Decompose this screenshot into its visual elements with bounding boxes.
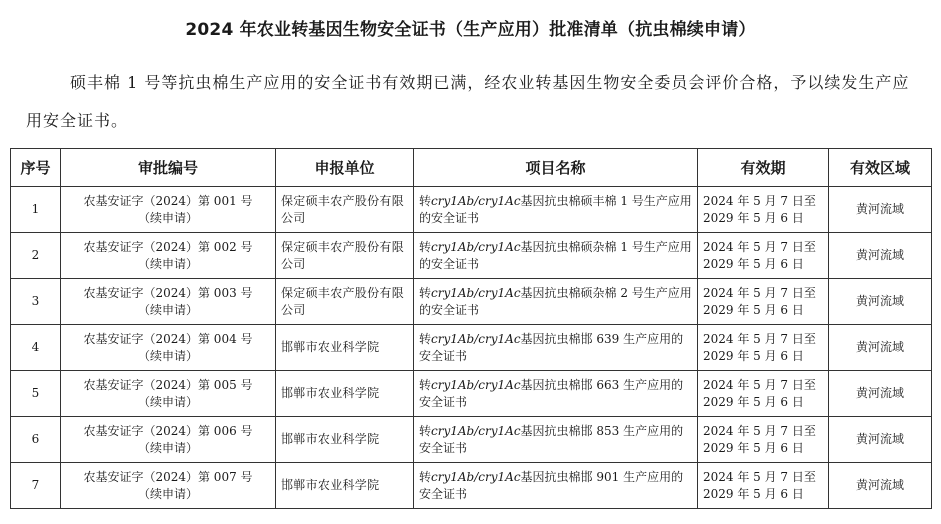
project-name: 基因抗虫棉邯 663 生产应用的安全证书 bbox=[419, 377, 684, 409]
valid-region: 黄河流域 bbox=[829, 417, 932, 463]
row-number: 5 bbox=[11, 371, 61, 417]
approval-code: 农基安证字（2024）第 006 号 bbox=[83, 423, 253, 438]
validity-start: 2024 年 5 月 7 日至 bbox=[703, 469, 816, 484]
validity-end: 2029 年 5 月 6 日 bbox=[703, 256, 804, 271]
project-name: 基因抗虫棉硕杂棉 1 号生产应用的安全证书 bbox=[419, 239, 692, 271]
valid-region: 黄河流域 bbox=[829, 463, 932, 509]
applicant-unit: 邯郸市农业科学院 bbox=[276, 463, 414, 509]
validity-end: 2029 年 5 月 6 日 bbox=[703, 440, 804, 455]
project-name: 基因抗虫棉邯 853 生产应用的安全证书 bbox=[419, 423, 684, 455]
applicant-unit: 邯郸市农业科学院 bbox=[276, 371, 414, 417]
approval-code-note: （续申请） bbox=[137, 394, 198, 409]
approval-code: 农基安证字（2024）第 001 号 bbox=[83, 193, 253, 208]
validity-period-cell bbox=[698, 325, 829, 371]
row-number: 1 bbox=[11, 187, 61, 233]
row-number: 6 bbox=[11, 417, 61, 463]
header-no: 序号 bbox=[11, 149, 61, 187]
table-row bbox=[11, 279, 932, 325]
applicant-unit: 保定硕丰农产股份有限公司 bbox=[276, 187, 414, 233]
project-name-cell: 转cry1Ab/cry1Ac基因抗虫棉硕杂棉 1 号生产应用的安全证书 bbox=[414, 233, 698, 279]
valid-region: 黄河流域 bbox=[829, 233, 932, 279]
validity-end: 2029 年 5 月 6 日 bbox=[703, 302, 804, 317]
project-name: 基因抗虫棉邯 901 生产应用的安全证书 bbox=[419, 469, 684, 501]
project-name-cell: 转cry1Ab/cry1Ac基因抗虫棉邯 639 生产应用的安全证书 bbox=[414, 325, 698, 371]
approval-code-note: （续申请） bbox=[137, 256, 198, 271]
project-name-cell: 转cry1Ab/cry1Ac基因抗虫棉邯 901 生产应用的安全证书 bbox=[414, 463, 698, 509]
table-row bbox=[11, 233, 932, 279]
approval-code-cell bbox=[61, 371, 276, 417]
valid-region: 黄河流域 bbox=[829, 279, 932, 325]
header-period: 有效期 bbox=[698, 149, 829, 187]
document-title: 2024 年农业转基因生物安全证书（生产应用）批准清单（抗虫棉续申请） bbox=[185, 20, 756, 40]
validity-end: 2029 年 5 月 6 日 bbox=[703, 210, 804, 225]
applicant-unit: 邯郸市农业科学院 bbox=[276, 417, 414, 463]
gene-name: cry1Ab/cry1Ac bbox=[431, 285, 521, 300]
validity-period-cell bbox=[698, 371, 829, 417]
header-region: 有效区域 bbox=[829, 149, 932, 187]
intro-paragraph: 硕丰棉 1 号等抗虫棉生产应用的安全证书有效期已满，经农业转基因生物安全委员会评价合格，予以续发生产应用安全证书。 bbox=[26, 73, 910, 130]
project-name: 基因抗虫棉硕杂棉 2 号生产应用的安全证书 bbox=[419, 285, 692, 317]
approval-code: 农基安证字（2024）第 003 号 bbox=[83, 285, 253, 300]
valid-region: 黄河流域 bbox=[829, 371, 932, 417]
project-name: 基因抗虫棉邯 639 生产应用的安全证书 bbox=[419, 331, 684, 363]
validity-start: 2024 年 5 月 7 日至 bbox=[703, 423, 816, 438]
project-name-cell: 转cry1Ab/cry1Ac基因抗虫棉硕杂棉 2 号生产应用的安全证书 bbox=[414, 279, 698, 325]
approval-code: 农基安证字（2024）第 007 号 bbox=[83, 469, 253, 484]
table-row bbox=[11, 325, 932, 371]
approval-code-cell bbox=[61, 325, 276, 371]
validity-start: 2024 年 5 月 7 日至 bbox=[703, 239, 816, 254]
valid-region: 黄河流域 bbox=[829, 325, 932, 371]
validity-period-cell bbox=[698, 187, 829, 233]
validity-end: 2029 年 5 月 6 日 bbox=[703, 486, 804, 501]
approval-code-note: （续申请） bbox=[137, 486, 198, 501]
gene-name: cry1Ab/cry1Ac bbox=[431, 377, 521, 392]
gene-name: cry1Ab/cry1Ac bbox=[431, 193, 521, 208]
approval-code: 农基安证字（2024）第 004 号 bbox=[83, 331, 253, 346]
table-row bbox=[11, 463, 932, 509]
project-name-cell: 转cry1Ab/cry1Ac基因抗虫棉邯 853 生产应用的安全证书 bbox=[414, 417, 698, 463]
validity-start: 2024 年 5 月 7 日至 bbox=[703, 285, 816, 300]
project-name-cell: 转cry1Ab/cry1Ac基因抗虫棉硕丰棉 1 号生产应用的安全证书 bbox=[414, 187, 698, 233]
validity-period-cell bbox=[698, 417, 829, 463]
row-number: 4 bbox=[11, 325, 61, 371]
row-number: 7 bbox=[11, 463, 61, 509]
approval-code-cell bbox=[61, 417, 276, 463]
applicant-unit: 保定硕丰农产股份有限公司 bbox=[276, 279, 414, 325]
applicant-unit: 邯郸市农业科学院 bbox=[276, 325, 414, 371]
gene-name: cry1Ab/cry1Ac bbox=[431, 239, 521, 254]
approval-table bbox=[10, 148, 932, 509]
row-number: 3 bbox=[11, 279, 61, 325]
row-number: 2 bbox=[11, 233, 61, 279]
approval-code-note: （续申请） bbox=[137, 210, 198, 225]
gene-name: cry1Ab/cry1Ac bbox=[431, 469, 521, 484]
approval-code-cell bbox=[61, 463, 276, 509]
validity-period-cell bbox=[698, 279, 829, 325]
table-header-row bbox=[11, 149, 932, 187]
validity-start: 2024 年 5 月 7 日至 bbox=[703, 331, 816, 346]
valid-region: 黄河流域 bbox=[829, 187, 932, 233]
approval-code: 农基安证字（2024）第 002 号 bbox=[83, 239, 253, 254]
validity-start: 2024 年 5 月 7 日至 bbox=[703, 377, 816, 392]
header-code: 审批编号 bbox=[61, 149, 276, 187]
table-row bbox=[11, 187, 932, 233]
approval-code-note: （续申请） bbox=[137, 302, 198, 317]
approval-code-note: （续申请） bbox=[137, 440, 198, 455]
validity-start: 2024 年 5 月 7 日至 bbox=[703, 193, 816, 208]
validity-period-cell bbox=[698, 463, 829, 509]
table-row bbox=[11, 417, 932, 463]
applicant-unit: 保定硕丰农产股份有限公司 bbox=[276, 233, 414, 279]
gene-name: cry1Ab/cry1Ac bbox=[431, 331, 521, 346]
header-unit: 申报单位 bbox=[276, 149, 414, 187]
validity-end: 2029 年 5 月 6 日 bbox=[703, 348, 804, 363]
table-row bbox=[11, 371, 932, 417]
gene-name: cry1Ab/cry1Ac bbox=[431, 423, 521, 438]
header-project: 项目名称 bbox=[414, 149, 698, 187]
approval-code-cell bbox=[61, 187, 276, 233]
approval-code: 农基安证字（2024）第 005 号 bbox=[83, 377, 253, 392]
validity-end: 2029 年 5 月 6 日 bbox=[703, 394, 804, 409]
approval-code-cell bbox=[61, 233, 276, 279]
approval-code-cell bbox=[61, 279, 276, 325]
validity-period-cell bbox=[698, 233, 829, 279]
approval-code-note: （续申请） bbox=[137, 348, 198, 363]
project-name-cell: 转cry1Ab/cry1Ac基因抗虫棉邯 663 生产应用的安全证书 bbox=[414, 371, 698, 417]
project-name: 基因抗虫棉硕丰棉 1 号生产应用的安全证书 bbox=[419, 193, 692, 225]
